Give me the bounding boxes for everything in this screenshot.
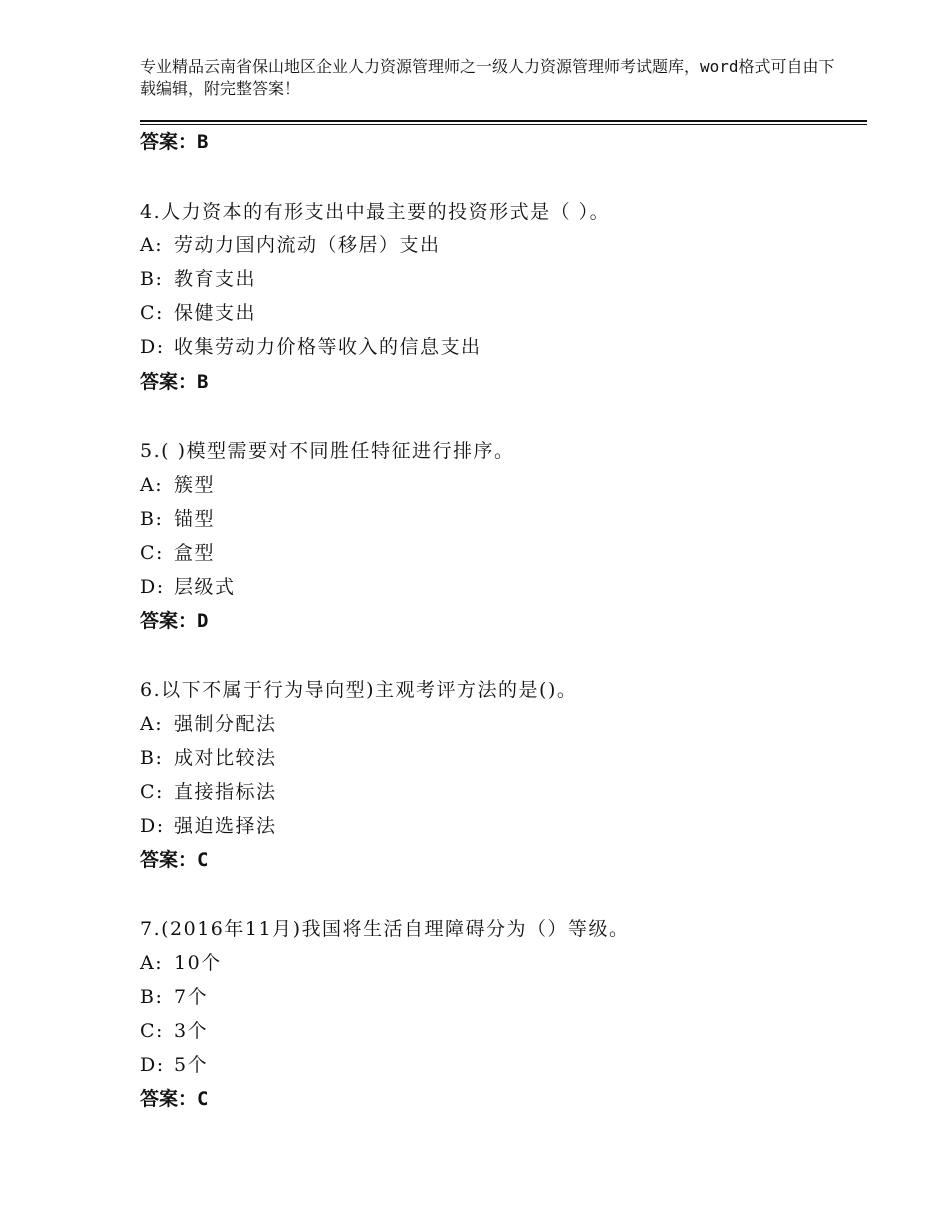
option-label: D: — [140, 576, 165, 598]
option-text: 强迫选择法 — [174, 815, 277, 837]
option-label: C: — [140, 781, 164, 803]
option-text: 10个 — [174, 952, 222, 974]
option-label: B: — [140, 508, 164, 530]
question-7-option-d — [140, 1053, 208, 1077]
question-7-stem: 7.(2016年11月)我国将生活自理障碍分为（）等级。 — [140, 918, 630, 940]
option-text: 保健支出 — [174, 302, 257, 324]
option-label: B: — [140, 747, 164, 769]
answer-q6: 答案：C — [140, 849, 209, 871]
question-7-option-b — [140, 985, 208, 1009]
option-text: 簇型 — [174, 474, 216, 496]
question-4-option-d — [140, 335, 482, 359]
option-text: 5个 — [174, 1054, 209, 1076]
question-5-option-c — [140, 541, 215, 565]
option-label: A: — [140, 713, 164, 735]
question-7-option-c — [140, 1019, 208, 1043]
question-5-option-b — [140, 507, 215, 531]
answer-q3: 答案：B — [140, 131, 209, 153]
option-text: 收集劳动力价格等收入的信息支出 — [174, 336, 482, 358]
option-label: C: — [140, 302, 164, 324]
question-6-option-c — [140, 780, 277, 804]
header-rule-thin — [140, 124, 867, 125]
option-label: B: — [140, 268, 164, 290]
option-text: 层级式 — [174, 576, 236, 598]
question-7-option-a — [140, 951, 222, 975]
option-label: A: — [140, 474, 164, 496]
question-4-option-b — [140, 267, 256, 291]
option-text: 成对比较法 — [174, 747, 277, 769]
option-label: D: — [140, 1054, 165, 1076]
option-text: 劳动力国内流动（移居）支出 — [174, 234, 441, 256]
question-4-stem: 4.人力资本的有形支出中最主要的投资形式是（ ）。 — [140, 201, 611, 223]
question-5-option-d — [140, 575, 236, 599]
question-6-option-d — [140, 814, 277, 838]
answer-q7: 答案：C — [140, 1088, 209, 1110]
option-text: 教育支出 — [174, 268, 257, 290]
answer-q5: 答案：D — [140, 610, 209, 632]
option-label: D: — [140, 336, 165, 358]
option-label: C: — [140, 1020, 164, 1042]
option-label: A: — [140, 952, 164, 974]
question-6-option-a — [140, 712, 277, 736]
question-5-option-a — [140, 473, 215, 497]
question-4-option-c — [140, 301, 256, 325]
option-text: 盒型 — [174, 542, 216, 564]
option-label: A: — [140, 234, 164, 256]
question-6-stem: 6.以下不属于行为导向型)主观考评方法的是()。 — [140, 679, 578, 701]
answer-q4: 答案：B — [140, 371, 209, 393]
document-header: 专业精品云南省保山地区企业人力资源管理师之一级人力资源管理师考试题库，word格式可自由下载编辑，附完整答案！ — [140, 57, 835, 98]
option-label: B: — [140, 986, 164, 1008]
question-4-option-a — [140, 233, 441, 257]
question-6-option-b — [140, 746, 277, 770]
option-label: D: — [140, 815, 165, 837]
option-text: 锚型 — [174, 508, 216, 530]
option-label: C: — [140, 542, 164, 564]
option-text: 7个 — [174, 986, 209, 1008]
header-rule-thick — [140, 120, 867, 122]
option-text: 强制分配法 — [174, 713, 277, 735]
option-text: 直接指标法 — [174, 781, 277, 803]
option-text: 3个 — [174, 1020, 209, 1042]
question-5-stem: 5.( )模型需要对不同胜任特征进行排序。 — [140, 440, 515, 462]
